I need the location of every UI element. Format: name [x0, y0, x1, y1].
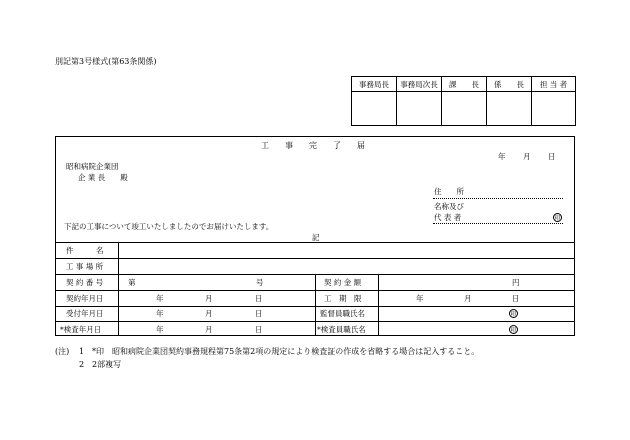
approval-section-chief: 課 長	[442, 77, 487, 91]
label-inspector: *検査員職氏名	[317, 325, 366, 334]
contract-number-suffix: 号	[256, 278, 264, 287]
approval-person-in-charge: 担 当 者	[539, 79, 568, 89]
deadline-day: 日	[512, 294, 520, 303]
notes-prefix: (注)	[55, 347, 70, 356]
intro-text: 下記の工事について竣工いたしましたのでお届けいたします。	[64, 222, 274, 231]
completion-form-frame	[55, 136, 575, 336]
name-label-1: 名称及び	[434, 202, 464, 211]
date-year: 年	[498, 152, 506, 161]
address-label: 住 所	[434, 187, 464, 196]
inspection-date-month: 月	[205, 325, 213, 334]
label-receipt-date: 受付年月日	[66, 309, 104, 318]
approval-director: 事務局長	[352, 77, 397, 91]
label-deadline: 工 期 限	[324, 294, 362, 303]
label-contract-number: 契 約 番 号	[66, 278, 104, 287]
approval-stamp-table	[351, 76, 576, 126]
date-month: 月	[523, 152, 531, 161]
supervisor-seal-icon: 印	[510, 311, 517, 318]
applicant-seal-icon: 印	[554, 215, 561, 222]
label-site: 工 事 場 所	[66, 262, 104, 271]
approval-subsection-chief: 係 長	[487, 77, 532, 91]
note-2-number: 2	[79, 360, 85, 369]
contract-date-day: 日	[255, 294, 263, 303]
recipient-org: 昭和病院企業団	[66, 162, 119, 171]
inspector-seal-icon: 印	[510, 327, 517, 334]
ki-label: 記	[312, 233, 320, 242]
label-project-name: 件 名	[66, 246, 104, 255]
contract-number-prefix: 第	[128, 278, 136, 287]
label-contract-date: 契約年月日	[66, 294, 104, 303]
inspection-date-day: 日	[255, 325, 263, 334]
receipt-date-month: 月	[205, 309, 213, 318]
name-line	[433, 223, 563, 224]
contract-date-month: 月	[205, 294, 213, 303]
contract-date-year: 年	[156, 294, 164, 303]
form-id: 別記第3号様式(第63条関係)	[55, 57, 157, 66]
form-title: 工 事 完 了 届	[261, 141, 365, 150]
approval-header-row	[352, 77, 575, 92]
contract-amount-unit: 円	[512, 278, 520, 287]
address-line	[433, 198, 563, 199]
label-supervisor: 監督員職氏名	[320, 309, 365, 318]
receipt-date-day: 日	[255, 309, 263, 318]
label-inspection-date: *検査年月日	[60, 325, 102, 334]
note-1-text: *印 昭和病院企業団契約事務規程第75条第2項の規定により検査証の作成を省略する場合は記入すること。	[92, 347, 480, 356]
name-label-2: 代 表 者	[434, 213, 462, 222]
note-1-number: 1	[79, 347, 85, 356]
date-day: 日	[548, 152, 556, 161]
deadline-month: 月	[464, 294, 472, 303]
note-2-text: 2部複写	[92, 360, 122, 369]
recipient-role: 企 業 長 殿	[78, 173, 128, 182]
approval-deputy-director: 事務局次長	[397, 77, 442, 91]
inspection-date-year: 年	[156, 325, 164, 334]
deadline-year: 年	[416, 294, 424, 303]
receipt-date-year: 年	[156, 309, 164, 318]
label-contract-amount: 契 約 金 額	[324, 278, 362, 287]
